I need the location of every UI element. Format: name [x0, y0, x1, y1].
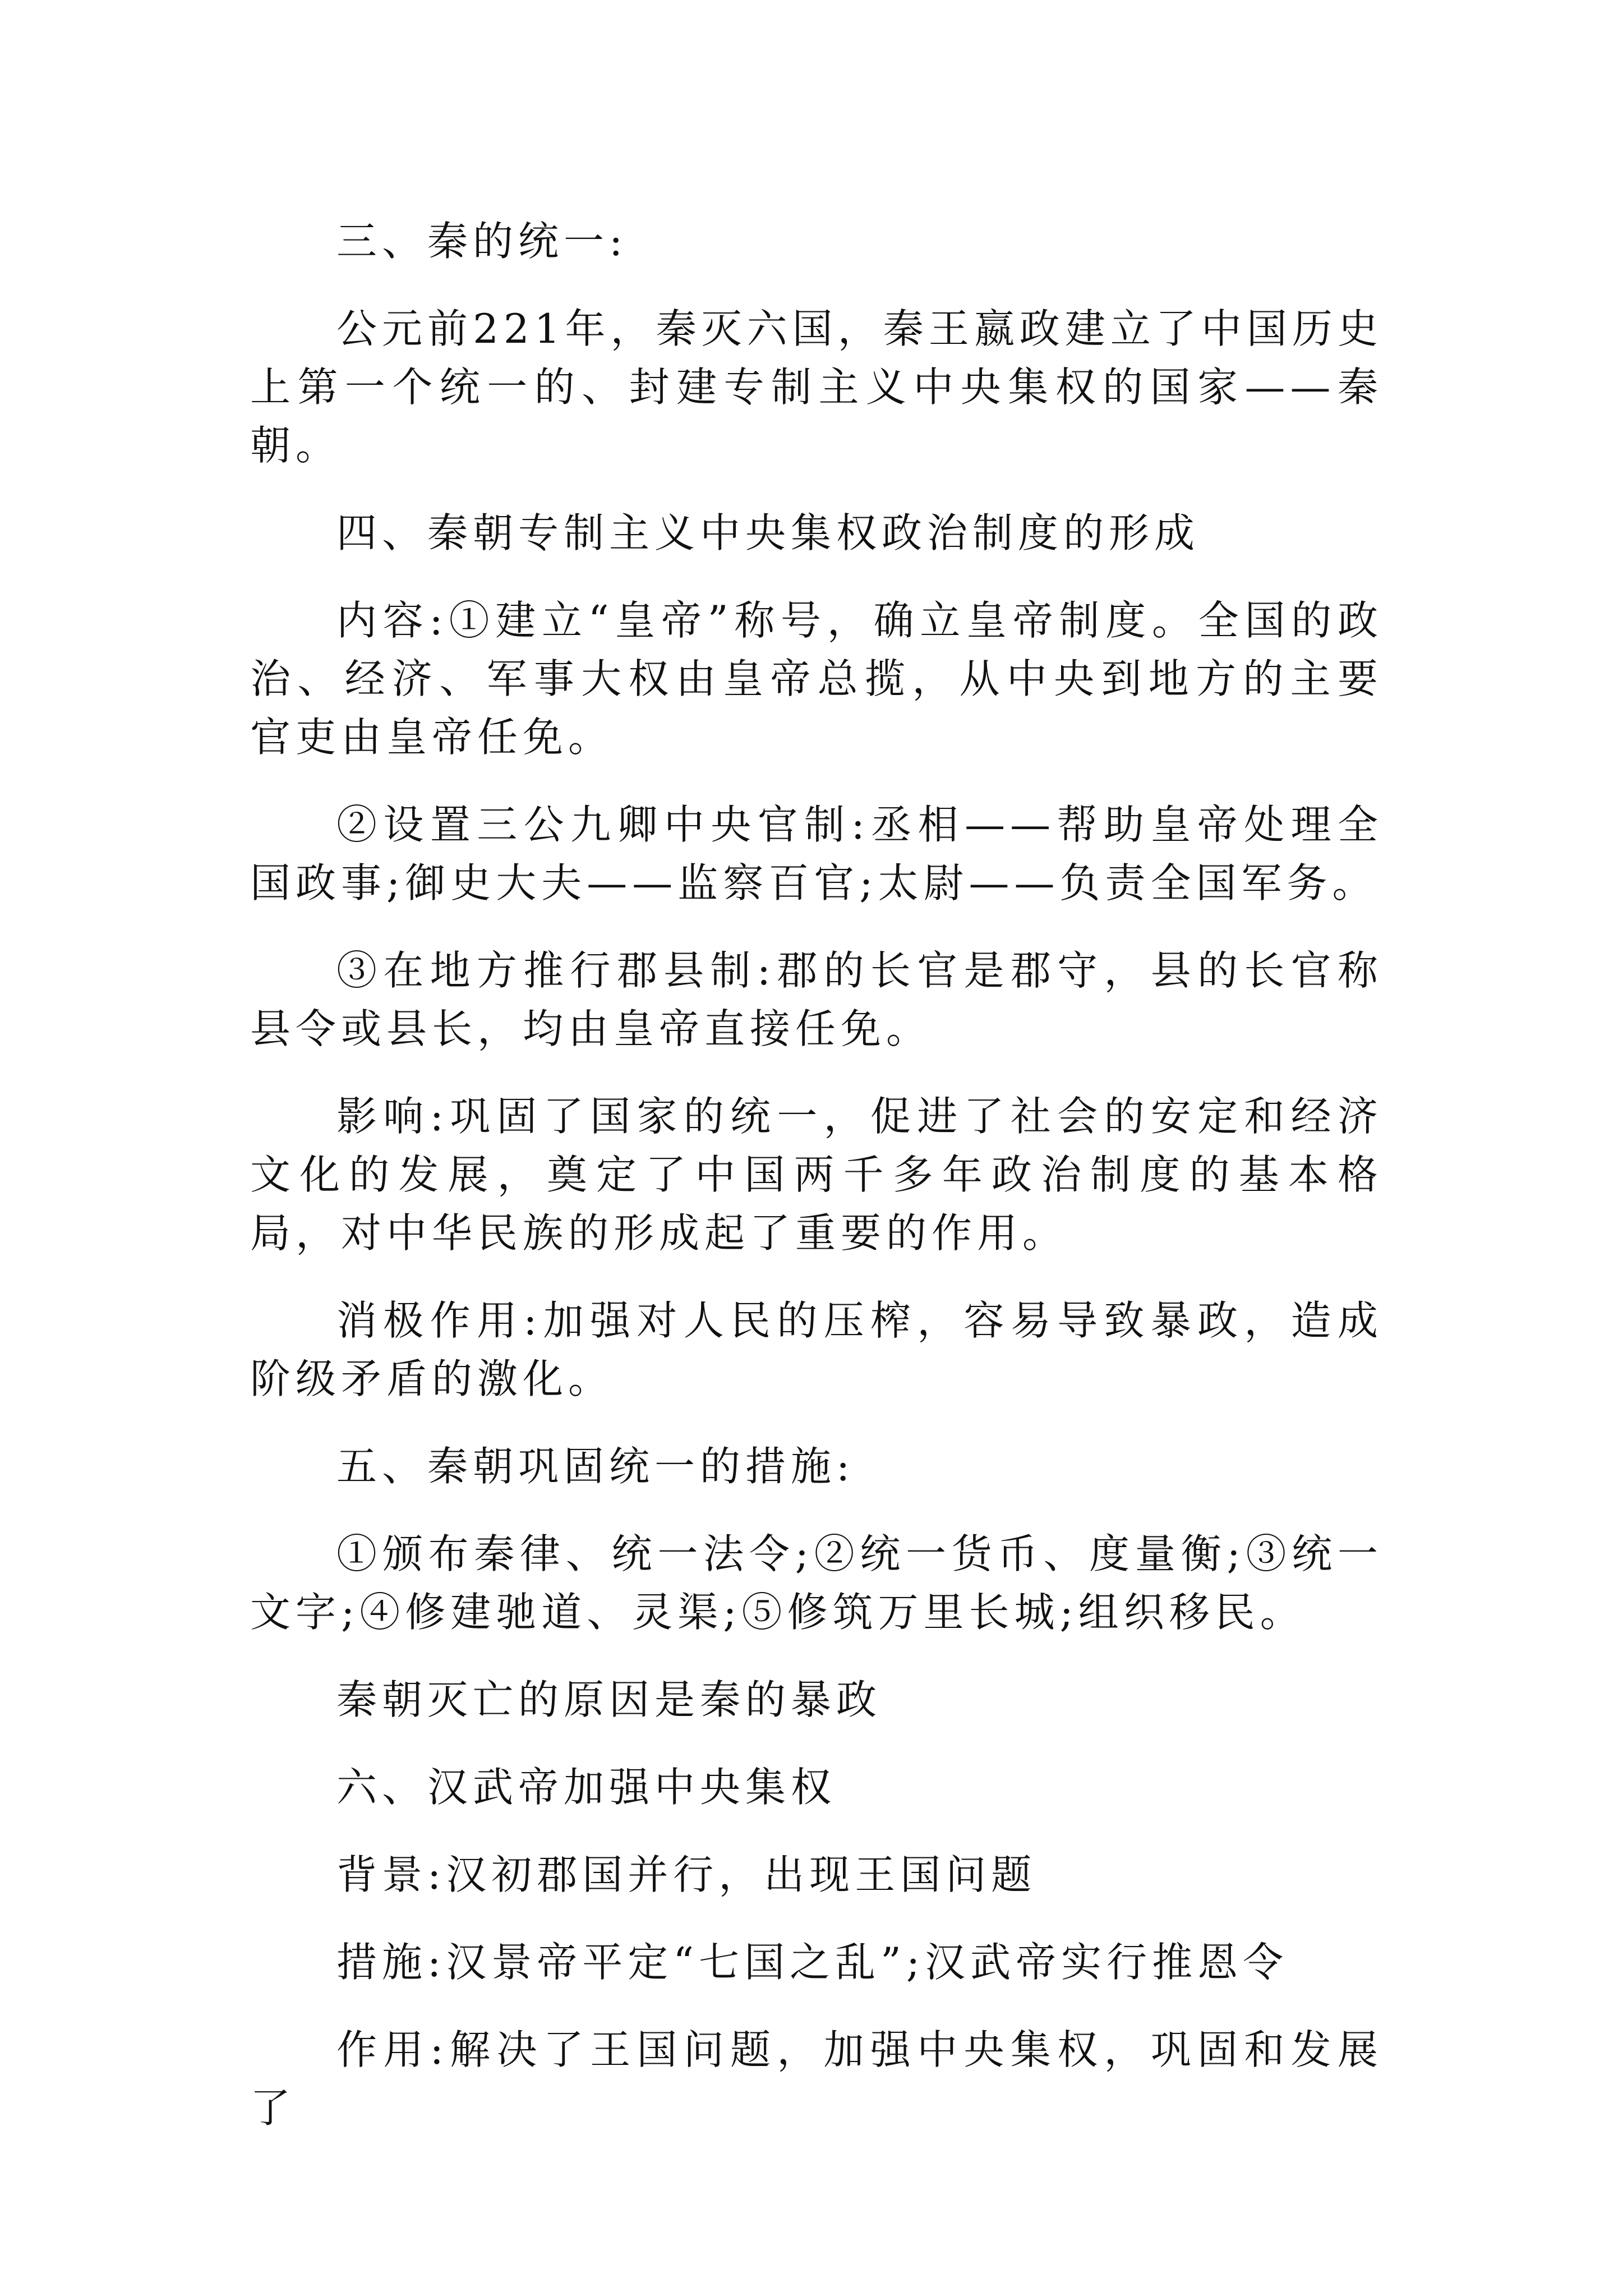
paragraph-measures: 措施:汉景帝平定“七国之乱”;汉武帝实行推恩令 [336, 1939, 1289, 1986]
paragraph-three-lords-nine-ministers: ②设置三公九卿中央官制:丞相——帮助皇帝处理全国政事;御史大夫——监察百官;太尉——负责全国军务。 [250, 801, 1383, 907]
paragraph-measures-list: ①颁布秦律、统一法令;②统一货币、度量衡;③统一文字;④修建驰道、灵渠;⑤修筑万里长城;组织移民。 [250, 1530, 1383, 1636]
paragraph-qin-fall-reason: 秦朝灭亡的原因是秦的暴政 [336, 1676, 882, 1723]
document-body [250, 212, 1383, 2166]
paragraph-negative-effect: 消极作用:加强对人民的压榨，容易导致暴政，造成阶级矛盾的激化。 [250, 1297, 1383, 1402]
paragraph-background: 背景:汉初郡国并行，出现王国问题 [336, 1851, 1037, 1898]
heading-centralized-system: 四、秦朝专制主义中央集权政治制度的形成 [336, 509, 1200, 556]
heading-qin-unification: 三、秦的统一: [336, 218, 628, 265]
heading-consolidation-measures: 五、秦朝巩固统一的措施: [336, 1443, 855, 1490]
heading-emperor-wu: 六、汉武帝加强中央集权 [336, 1764, 837, 1811]
paragraph-influence: 影响:巩固了国家的统一，促进了社会的安定和经济文化的发展，奠定了中国两千多年政治制度的基本格局，对中华民族的形成起了重要的作用。 [250, 1093, 1383, 1257]
paragraph-commandery-county: ③在地方推行郡县制:郡的长官是郡守，县的长官称县令或县长，均由皇帝直接任免。 [250, 947, 1383, 1052]
paragraph-qin-founding: 公元前221年，秦灭六国，秦王嬴政建立了中国历史上第一个统一的、封建专制主义中央集权的国家——秦朝。 [250, 305, 1383, 469]
paragraph-effect: 作用:解决了王国问题，加强中央集权，巩固和发展了 [250, 2026, 1383, 2132]
paragraph-emperor-system: 内容:①建立“皇帝”称号，确立皇帝制度。全国的政治、经济、军事大权由皇帝总揽，从中央到地方的主要官吏由皇帝任免。 [250, 597, 1383, 761]
